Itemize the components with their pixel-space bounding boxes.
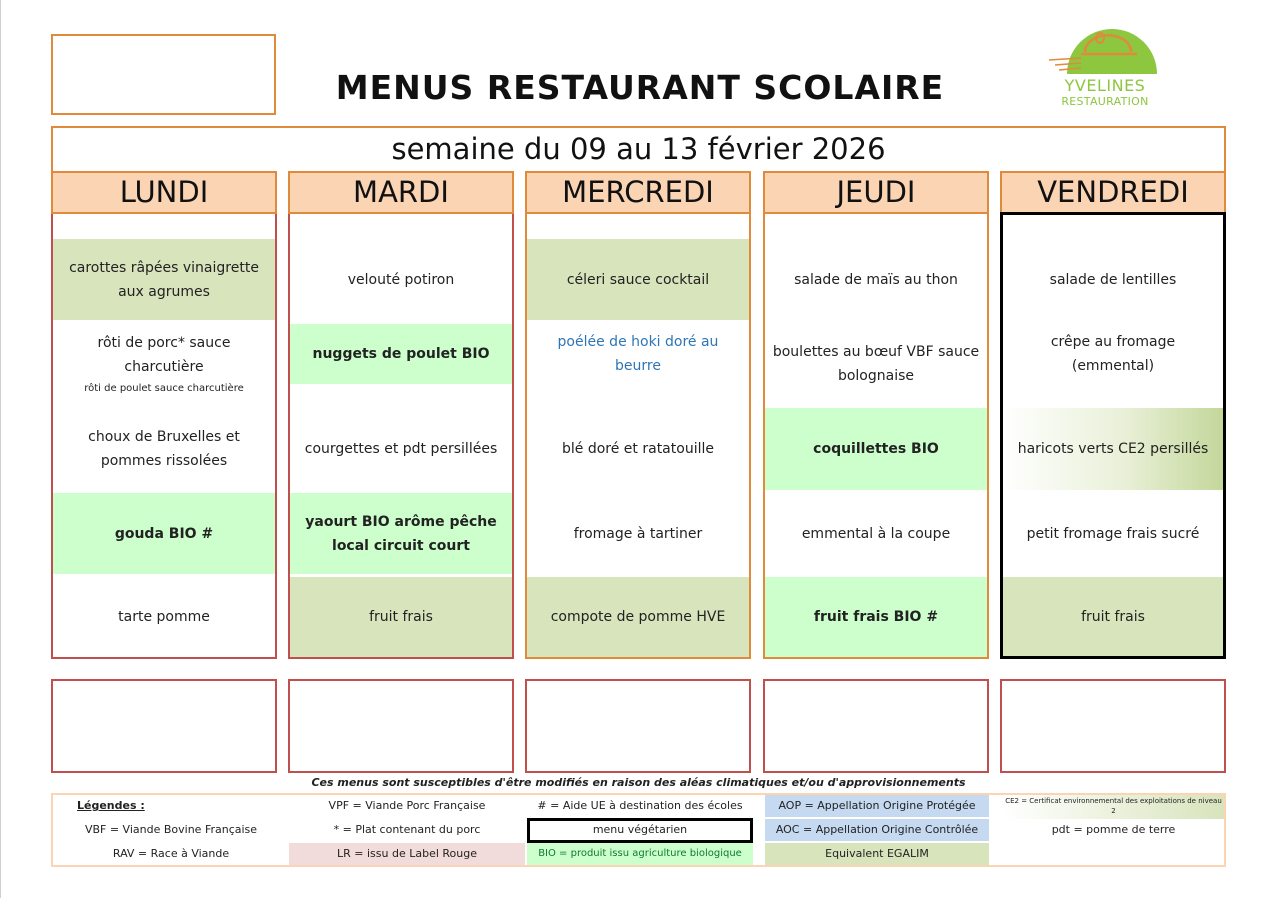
menu-starter: velouté potiron bbox=[347, 271, 455, 288]
note-box-tuesday bbox=[288, 679, 514, 773]
menu-main: crêpe au fromage (emmental) bbox=[1050, 334, 1176, 374]
legend-egalim: Equivalent EGALIM bbox=[765, 843, 989, 865]
week-banner bbox=[51, 126, 1226, 171]
menu-starter: salade de lentilles bbox=[1049, 271, 1177, 288]
menu-dairy: yaourt BIO arôme pêche local circuit court bbox=[290, 493, 512, 574]
legend-aoc: AOC = Appellation Origine Contrôlée bbox=[765, 819, 989, 841]
disclaimer-text: Ces menus sont susceptibles d'être modifiés en raison des aléas climatiques et/ou d'approvisionnements bbox=[311, 776, 966, 789]
note-box-thursday bbox=[763, 679, 989, 773]
week-label: semaine du 09 au 13 février 2026 bbox=[391, 132, 886, 166]
menu-dessert: fruit frais BIO # bbox=[765, 577, 987, 657]
day-header-monday: LUNDI bbox=[51, 171, 277, 214]
yvelines-restauration-logo bbox=[1045, 28, 1165, 112]
day-header-thursday: JEUDI bbox=[763, 171, 989, 214]
brand-subtitle: RESTAURATION bbox=[1061, 95, 1149, 108]
page-left-rule bbox=[0, 0, 1, 898]
menu-side: blé doré et ratatouille bbox=[562, 441, 714, 457]
menu-dairy: fromage à tartiner bbox=[573, 525, 703, 542]
legend-vpf: VPF = Viande Porc Française bbox=[328, 799, 486, 812]
day-header-tuesday: MARDI bbox=[288, 171, 514, 214]
legend-label-rouge: LR = issu de Label Rouge bbox=[289, 843, 525, 865]
menu-main: poélée de hoki doré au beurre bbox=[557, 334, 719, 374]
page-title: MENUS RESTAURANT SCOLAIRE bbox=[335, 68, 945, 107]
menu-starter: carottes râpées vinaigrette aux agrumes bbox=[53, 239, 275, 320]
menu-dessert: fruit frais bbox=[1003, 577, 1223, 656]
cloche-icon bbox=[1045, 28, 1165, 80]
menu-side: haricots verts CE2 persillés bbox=[1003, 408, 1223, 490]
legend-bio: BIO = produit issu agriculture biologique bbox=[527, 843, 753, 865]
menu-main: boulettes au bœuf VBF sauce bolognaise bbox=[772, 344, 980, 384]
menu-main-alternative: rôti de poulet sauce charcutière bbox=[84, 383, 244, 394]
note-box-monday bbox=[51, 679, 277, 773]
brand-name: YVELINES bbox=[1064, 76, 1146, 95]
legend-aop: AOP = Appellation Origine Protégée bbox=[765, 795, 989, 817]
menu-side: courgettes et pdt persillées bbox=[304, 441, 498, 457]
legend-ce2: CE2 = Certificat environnemental des exploitations de niveau 2 bbox=[1003, 795, 1224, 819]
menu-dessert: fruit frais bbox=[290, 577, 512, 657]
menu-dairy: gouda BIO # bbox=[53, 493, 275, 574]
menu-dairy: emmental à la coupe bbox=[801, 525, 951, 542]
legend-panel bbox=[51, 793, 1226, 867]
note-box-wednesday bbox=[525, 679, 751, 773]
menu-starter: salade de maïs au thon bbox=[794, 271, 958, 288]
menu-side: choux de Bruxelles et pommes rissolées bbox=[88, 429, 240, 469]
school-logo-placeholder bbox=[51, 34, 276, 115]
legend-aide-ue: # = Aide UE à destination des écoles bbox=[537, 799, 743, 812]
day-header-wednesday: MERCREDI bbox=[525, 171, 751, 214]
menu-dessert: tarte pomme bbox=[118, 609, 210, 625]
day-header-friday: VENDREDI bbox=[1000, 171, 1226, 214]
note-box-friday bbox=[1000, 679, 1226, 773]
menu-dairy: petit fromage frais sucré bbox=[1026, 525, 1200, 542]
legend-porc: * = Plat contenant du porc bbox=[333, 823, 481, 836]
menu-dessert: compote de pomme HVE bbox=[527, 577, 749, 657]
menu-starter: céleri sauce cocktail bbox=[527, 239, 749, 320]
legend-vbf: VBF = Viande Bovine Française bbox=[84, 823, 258, 836]
legend-rav: RAV = Race à Viande bbox=[112, 847, 230, 860]
vegetarian-day-frame bbox=[1000, 212, 1226, 659]
legend-vegetarian: menu végétarien bbox=[527, 818, 753, 843]
menu-main: rôti de porc* sauce charcutière rôti de poulet sauce charcutière bbox=[53, 322, 275, 406]
menu-main: nuggets de poulet BIO bbox=[290, 324, 512, 384]
legend-title: Légendes : bbox=[77, 799, 145, 812]
menu-side: coquillettes BIO bbox=[765, 408, 987, 490]
legend-pdt: pdt = pomme de terre bbox=[1051, 823, 1176, 836]
